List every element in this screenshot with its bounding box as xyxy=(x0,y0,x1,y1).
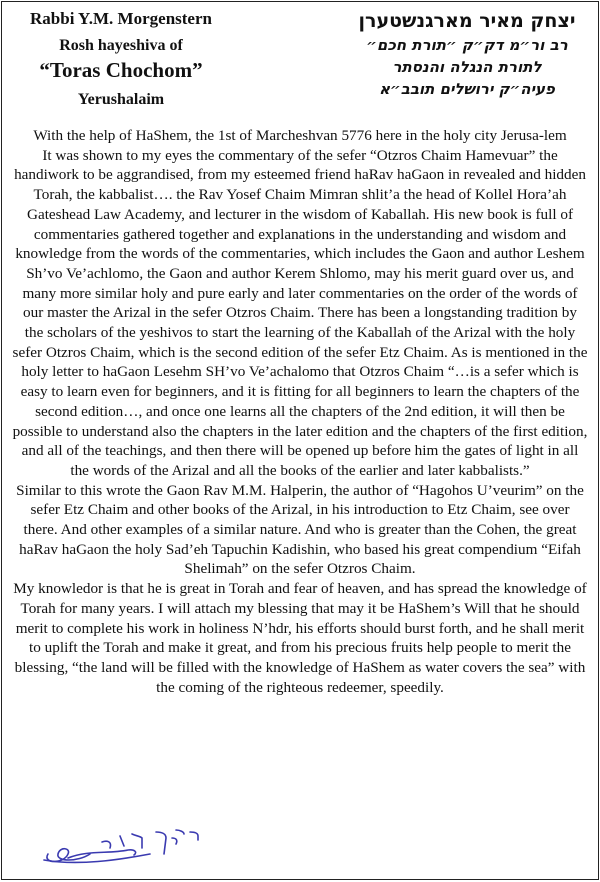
position-title: Rosh hayeshiva of xyxy=(59,37,183,54)
letter-page xyxy=(1,1,599,880)
letter-body xyxy=(12,126,588,697)
city-name: Yerushalaim xyxy=(77,91,165,108)
letterhead-hebrew xyxy=(342,8,592,100)
letter-date-line: With the help of HaShem, the 1st of Marcheshvan 5776 here in the holy city Jerusa-lem xyxy=(33,127,567,144)
rabbi-name: Rabbi Y.M. Morgenstern xyxy=(30,9,212,28)
hebrew-rabbi-name: יצחק מאיר מארגנשטערן xyxy=(358,10,576,32)
handwritten-signature xyxy=(38,824,208,868)
yeshiva-name: “Toras Chochom” xyxy=(39,58,203,82)
letterhead xyxy=(2,2,598,120)
letter-paragraph: Similar to this wrote the Gaon Rav M.M. Halperin, the author of “Hagohos U’veurim” on the sefer Etz Chaim and other books of the Arizal, in his introduction to Etz Chaim, see over there. And other examples of a similar nature. And who is greater than the Cohen, the great haRav haGaon the holy Sad’eh Tapuchin Kadishin, who based his great compendium “Eifah Shelimah” on the sefer Otzros Chaim. xyxy=(16,481,584,578)
hebrew-city: פעיה״ק ירושלים תובב״א xyxy=(379,80,555,98)
letterhead-english xyxy=(8,8,234,111)
letter-paragraph: It was shown to my eyes the commentary of the sefer “Otzros Chaim Hamevuar” the handiwork to be aggrandised, from my esteemed friend haRav haGaon in revealed and hidden Torah, the kabbalist…. the Rav Yosef Chaim Mimran shlit’a the head of Kollel Hora’ah Gateshead Law Academy, and lecturer in the wisdom of Kaballah. His new book is full of commentaries gathered together and explanations in the understanding and wisdom and knowledge from the words of the commentaries, which includes the Gaon and author Leshem Sh’vo Ve’achlomo, the Gaon and author Kerem Shlomo, may his merit guard over us, and many more similar holy and pure early and later commentaries on the order of the words of our master the Arizal in the sefer Otzros Chaim. There has been a longstanding tradition by the scholars of the yeshivos to start the learning of the Kaballah of the Arizal with the holy sefer Otzros Chaim, which is the second edition of the sefer Etz Chaim. As is mentioned in the holy letter to haGaon Lesehm SH’vo Ve’achalomo that Otzros Chaim “…is a sefer which is easy to learn even for beginners, and it is fitting for all beginners to learn the chapters of the second edition…, and once one learns all the chapters of the 2nd edition, it will then be possible to understand also the chapters in the later edition and the chapters of the first edition, and all of the teachings, and then there will be opened up before him the gates of light in all the words of the Arizal and all the books of the earlier and later kabbalists.” xyxy=(12,146,588,479)
hebrew-position-title: רב ור״מ דק״ק ״תורת חכם״ xyxy=(366,36,568,54)
hebrew-subtitle: לתורת הנגלה והנסתר xyxy=(392,58,542,76)
letter-paragraph: My knowledor is that he is great in Torah and fear of heaven, and has spread the knowledge of Torah for many years. I will attach my blessing that may it be HaShem’s Will that he should merit to complete his work in holiness N’hdr, his efforts should burst forth, and he shall merit to uplift the Torah and make it great, and from his precious fruits help people to merit the blessing, “the land will be filled with the knowledge of HaShem as water covers the sea” with the coming of the righteous redeemer, speedily. xyxy=(13,580,587,696)
